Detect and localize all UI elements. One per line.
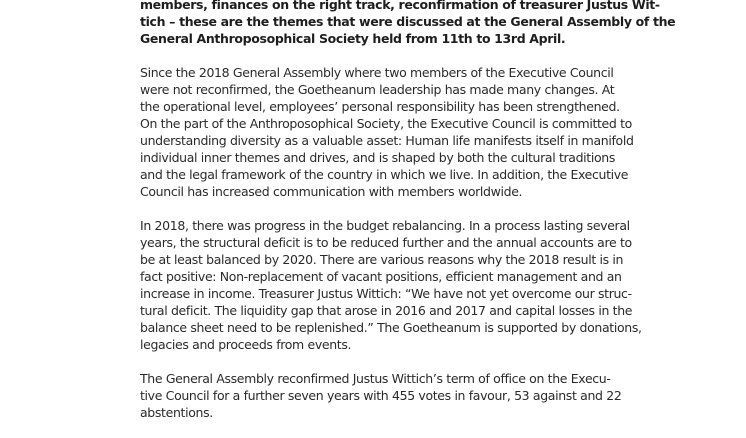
paragraph-line: and the legal framework of the country in which we live. In addition, the Executive: [140, 167, 629, 182]
paragraph-line: years, the structural deficit is to be reduced further and the annual accounts are to: [140, 235, 632, 250]
paragraph-line: balance sheet need to be replenished.” The Goetheanum is supported by donations,: [140, 320, 642, 335]
paragraph-line: legacies and proceeds from events.: [140, 337, 352, 352]
paragraph-line: Council has increased communication with members worldwide.: [140, 184, 523, 199]
lead-line: tich – these are the themes that were discussed at the General Assembly of the: [140, 14, 676, 29]
paragraph-leadership-changes: [140, 64, 634, 200]
paragraph-line: On the part of the Anthroposophical Society, the Executive Council is committed to: [140, 116, 632, 131]
paragraph-line: Since the 2018 General Assembly where two members of the Executive Council: [140, 65, 614, 80]
paragraph-line: were not reconfirmed, the Goetheanum leadership has made many changes. At: [140, 82, 615, 97]
paragraph-line: be at least balanced by 2020. There are various reasons why the 2018 result is in: [140, 252, 624, 267]
paragraph-line: tive Council for a further seven years with 455 votes in favour, 53 against and 22: [140, 388, 622, 403]
paragraph-line: fact positive: Non-replacement of vacant positions, efficient management and an: [140, 269, 622, 284]
paragraph-line: the operational level, employees’ personal responsibility has been strengthened.: [140, 99, 620, 114]
paragraph-line: individual inner themes and drives, and is shaped by both the cultural traditions: [140, 150, 616, 165]
paragraph-budget: [140, 217, 642, 353]
paragraph-reconfirmation: [140, 370, 622, 421]
paragraph-line: The General Assembly reconfirmed Justus Wittich’s term of office on the Execu-: [140, 371, 611, 386]
document-body: [140, 0, 676, 438]
paragraph-line: increase in income. Treasurer Justus Wittich: “We have not yet overcome our struc-: [140, 286, 632, 301]
lead-line: General Anthroposophical Society held from 11th to 13rd April.: [140, 31, 566, 46]
paragraph-line: tural deficit. The liquidity gap that arose in 2016 and 2017 and capital losses in the: [140, 303, 633, 318]
paragraph-line: In 2018, there was progress in the budget rebalancing. In a process lasting several: [140, 218, 630, 233]
lead-line: members, finances on the right track, reconfirmation of treasurer Justus Wit-: [140, 0, 660, 12]
lead-paragraph: [140, 0, 676, 47]
paragraph-line: understanding diversity as a valuable asset: Human life manifests itself in manifold: [140, 133, 634, 148]
paragraph-line: abstentions.: [140, 405, 213, 420]
